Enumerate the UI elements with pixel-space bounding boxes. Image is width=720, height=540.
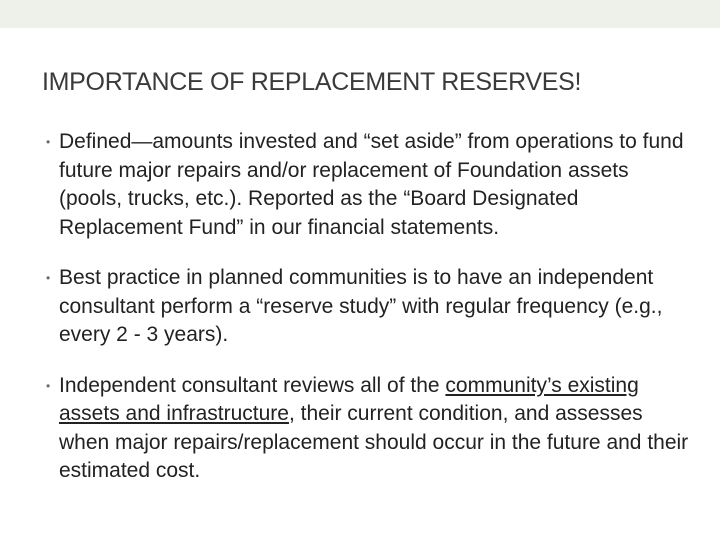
bullet-text: Best practice in planned communities is to have an independent consultant perform a “reserve study” with regular frequency (e.g., every 2 - 3 years). <box>59 266 663 346</box>
bullet-item-best-practice <box>46 264 696 350</box>
bullet-marker: • <box>46 271 51 285</box>
bullet-marker: • <box>46 378 51 393</box>
bullet-item-consultant-review <box>46 372 696 486</box>
slide-title: IMPORTANCE OF REPLACEMENT RESERVES! <box>42 68 582 96</box>
bullet-text-end: , their current condition, and assesses when major repairs/replacement should occur in the future and their estimated cost. <box>59 402 689 482</box>
bullet-marker: • <box>46 135 51 149</box>
top-decorative-band <box>0 0 720 28</box>
bullet-text: Defined—amounts invested and “set aside” from operations to fund future major repairs and/or replacement of Foundation assets (pools, trucks, etc.). Reported as the “Board Designated Replacement Fund” in our financial statements. <box>59 130 684 239</box>
bullet-list <box>46 128 696 486</box>
bullet-item-definition <box>46 128 696 242</box>
bullet-text-start: Independent consultant reviews all of the <box>59 373 446 397</box>
underlined-phrase: community’s existing assets and infrastructure <box>59 373 639 425</box>
